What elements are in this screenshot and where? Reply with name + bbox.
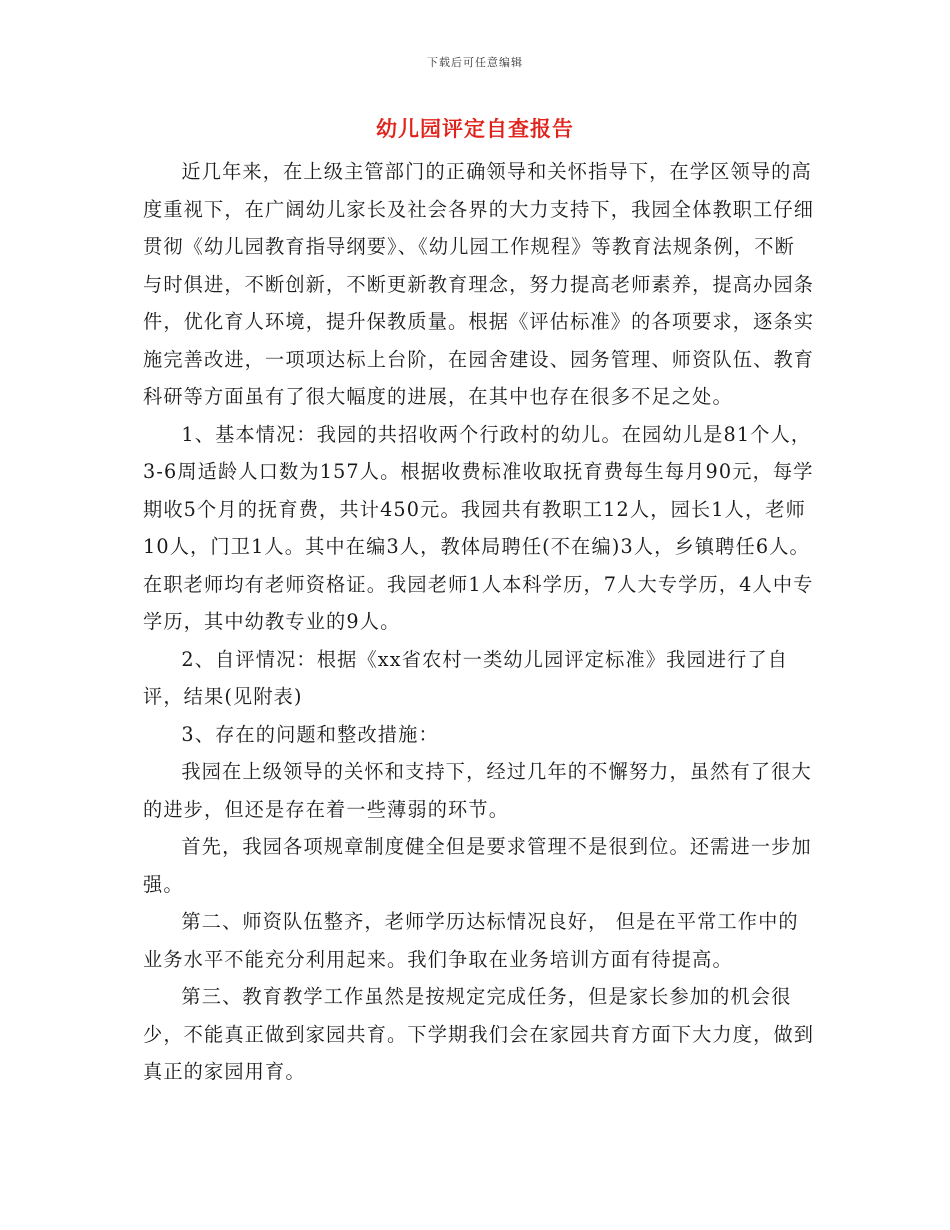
paragraph-problems-heading: 3、存在的问题和整改措施：	[181, 722, 439, 746]
paragraph-first-issue: 首先，我园各项规章制度健全但是要求管理不是很到位。还需进一步加强。	[143, 835, 812, 896]
paragraph-intro: 近几年来，在上级主管部门的正确领导和关怀指导下，在学区领导的高度重视下，在广阔幼儿家长及社会各界的大力支持下，我园全体教职工仔细贯彻《幼儿园教育指导纲要》、《幼儿园工作规程》等教育法规条例，不断与时俱进，不断创新，不断更新教育理念，努力提高老师素养，提高办园条件，优化育人环境，提升保教质量。根据《评估标准》的各项要求，逐条实施完善改进，一项项达标上台阶，在园舍建设、园务管理、师资队伍、教育科研等方面虽有了很大幅度的进展，在其中也存在很多不足之处。	[143, 160, 815, 408]
document-title: 幼儿园评定自查报告	[376, 116, 574, 141]
paragraph-self-evaluation: 2、自评情况：根据《xx省农村一类幼儿园评定标准》我园进行了自评，结果(见附表)	[143, 647, 789, 708]
header-note: 下载后可任意编辑	[427, 56, 523, 69]
document-body	[143, 153, 815, 1091]
paragraph-basic-info: 1、基本情况：我园的共招收两个行政村的幼儿。在园幼儿是81个人，3-6周适龄人口数为157人。根据收费标准收取抚育费每生每月90元，每学期收5个月的抚育费，共计450元。我园共有教职工12人，园长1人，老师10人，门卫1人。其中在编3人，教体局聘任(不在编)3人，乡镇聘任6人。在职老师均有老师资格证。我园老师1人本科学历，7人大专学历，4人中专学历，其中幼教专业的9人。	[143, 422, 814, 633]
paragraph-second-issue: 第二、师资队伍整齐，老师学历达标情况良好， 但是在平常工作中的业务水平不能充分利用起来。我们争取在业务培训方面有待提高。	[143, 910, 799, 971]
paragraph-third-issue: 第三、教育教学工作虽然是按规定完成任务，但是家长参加的机会很少，不能真正做到家园共育。下学期我们会在家园共育方面下大力度，做到真正的家园用育。	[143, 985, 815, 1083]
paragraph-progress: 我园在上级领导的关怀和支持下，经过几年的不懈努力，虽然有了很大的进步，但还是存在着一些薄弱的环节。	[143, 760, 812, 821]
